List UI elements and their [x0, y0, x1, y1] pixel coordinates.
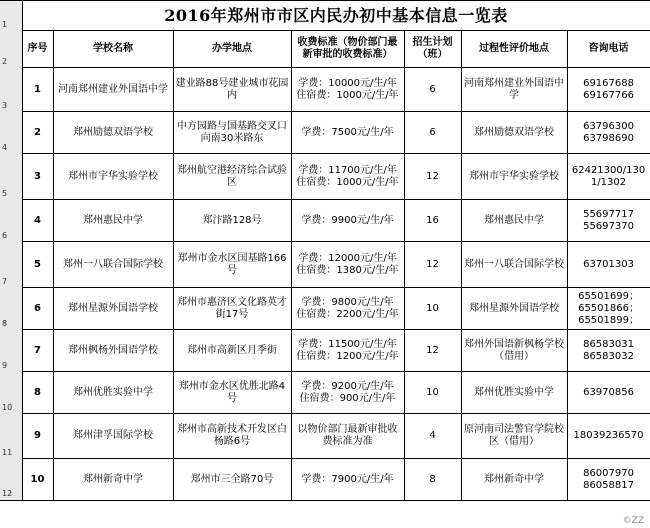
cell-plan[interactable]: 10	[404, 288, 461, 330]
header-seq[interactable]: 序号	[22, 31, 53, 68]
cell-eval-site[interactable]: 郑州惠民中学	[461, 200, 567, 242]
cell-phone[interactable]: 55697717 55697370	[567, 200, 650, 242]
cell-address[interactable]: 郑州市高新技术开发区白杨路6号	[173, 414, 291, 459]
row-number[interactable]: 9	[0, 330, 22, 372]
table-row	[0, 200, 650, 242]
watermark: ©ZZ	[622, 516, 644, 526]
cell-fee[interactable]: 学费：7500元/生/年	[291, 112, 404, 154]
row-number[interactable]: 12	[0, 459, 22, 501]
cell-address[interactable]: 建业路88号建业城市花园内	[173, 68, 291, 112]
table-row	[0, 242, 650, 288]
cell-plan[interactable]: 8	[404, 459, 461, 501]
cell-eval-site[interactable]: 郑州外国语新枫杨学校（借用）	[461, 330, 567, 372]
cell-school[interactable]: 郑州星源外国语学校	[53, 288, 173, 330]
cell-eval-site[interactable]: 郑州一八联合国际学校	[461, 242, 567, 288]
cell-address[interactable]: 郑州市高新区月季街	[173, 330, 291, 372]
cell-fee[interactable]: 学费：9800元/生/年 住宿费：2200元/生/年	[291, 288, 404, 330]
table-row	[0, 68, 650, 112]
cell-plan[interactable]: 10	[404, 372, 461, 414]
cell-seq[interactable]: 7	[22, 330, 53, 372]
cell-fee[interactable]: 学费：11700元/生/年 住宿费：1000元/生/年	[291, 154, 404, 200]
cell-phone[interactable]: 63796300 63798690	[567, 112, 650, 154]
cell-seq[interactable]: 5	[22, 242, 53, 288]
header-plan[interactable]: 招生计划（班）	[404, 31, 461, 68]
cell-school[interactable]: 郑州一八联合国际学校	[53, 242, 173, 288]
cell-phone[interactable]: 63701303	[567, 242, 650, 288]
table-row	[0, 330, 650, 372]
header-address[interactable]: 办学地点	[173, 31, 291, 68]
row-number[interactable]: 4	[0, 112, 22, 154]
cell-address[interactable]: 郑州市金水区优胜北路4号	[173, 372, 291, 414]
cell-fee[interactable]: 学费：10000元/生/年 住宿费：1000元/生/年	[291, 68, 404, 112]
table-row	[0, 112, 650, 154]
cell-fee[interactable]: 学费：9200元/生/年 住宿费：900元/生/年	[291, 372, 404, 414]
cell-fee[interactable]: 学费：11500元/生/年 住宿费：1200元/生/年	[291, 330, 404, 372]
cell-eval-site[interactable]: 郑州新奇中学	[461, 459, 567, 501]
cell-address[interactable]: 中方园路与国基路交叉口向南30米路东	[173, 112, 291, 154]
cell-seq[interactable]: 3	[22, 154, 53, 200]
row-number[interactable]: 1	[0, 1, 22, 31]
cell-seq[interactable]: 8	[22, 372, 53, 414]
row-number[interactable]: 3	[0, 68, 22, 112]
cell-phone[interactable]: 86007970 86058817	[567, 459, 650, 501]
cell-phone[interactable]: 62421300/1301/1302	[567, 154, 650, 200]
cell-seq[interactable]: 4	[22, 200, 53, 242]
table-row	[0, 372, 650, 414]
cell-plan[interactable]: 12	[404, 330, 461, 372]
cell-eval-site[interactable]: 郑州励德双语学校	[461, 112, 567, 154]
cell-school[interactable]: 郑州津孚国际学校	[53, 414, 173, 459]
row-number[interactable]: 8	[0, 288, 22, 330]
cell-seq[interactable]: 6	[22, 288, 53, 330]
cell-seq[interactable]: 9	[22, 414, 53, 459]
table-title[interactable]: 2016年郑州市市区内民办初中基本信息一览表	[22, 1, 650, 31]
cell-fee[interactable]: 学费：7900元/生/年	[291, 459, 404, 501]
cell-eval-site[interactable]: 郑州市宇华实验学校	[461, 154, 567, 200]
cell-seq[interactable]: 2	[22, 112, 53, 154]
cell-school[interactable]: 郑州枫杨外国语学校	[53, 330, 173, 372]
header-school[interactable]: 学校名称	[53, 31, 173, 68]
cell-phone[interactable]: 86583031 86583032	[567, 330, 650, 372]
header-fee[interactable]: 收费标准（物价部门最新审批的收费标准）	[291, 31, 404, 68]
cell-plan[interactable]: 12	[404, 154, 461, 200]
cell-eval-site[interactable]: 郑州优胜实验中学	[461, 372, 567, 414]
cell-school[interactable]: 郑州优胜实验中学	[53, 372, 173, 414]
row-number[interactable]: 2	[0, 31, 22, 68]
row-number[interactable]: 6	[0, 200, 22, 242]
cell-fee[interactable]: 学费：12000元/生/年 住宿费：1380元/生/年	[291, 242, 404, 288]
cell-plan[interactable]: 12	[404, 242, 461, 288]
cell-phone[interactable]: 69167688 69167766	[567, 68, 650, 112]
cell-phone[interactable]: 65501699； 65501866； 65501899；	[567, 288, 650, 330]
table-row	[0, 288, 650, 330]
cell-school[interactable]: 郑州新奇中学	[53, 459, 173, 501]
cell-plan[interactable]: 6	[404, 68, 461, 112]
cell-address[interactable]: 郑州市惠济区文化路英才街17号	[173, 288, 291, 330]
cell-school[interactable]: 郑州市宇华实验学校	[53, 154, 173, 200]
cell-plan[interactable]: 6	[404, 112, 461, 154]
cell-fee[interactable]: 以物价部门最新审批收费标准为准	[291, 414, 404, 459]
cell-school[interactable]: 郑州励德双语学校	[53, 112, 173, 154]
cell-seq[interactable]: 1	[22, 68, 53, 112]
cell-seq[interactable]: 10	[22, 459, 53, 501]
table-row	[0, 459, 650, 501]
cell-school[interactable]: 郑州惠民中学	[53, 200, 173, 242]
cell-eval-site[interactable]: 郑州星源外国语学校	[461, 288, 567, 330]
cell-address[interactable]: 郑州市金水区国基路166号	[173, 242, 291, 288]
header-phone[interactable]: 咨询电话	[567, 31, 650, 68]
table-row	[0, 414, 650, 459]
cell-eval-site[interactable]: 河南郑州建业外国语中学	[461, 68, 567, 112]
cell-address[interactable]: 郑汴路128号	[173, 200, 291, 242]
cell-plan[interactable]: 4	[404, 414, 461, 459]
row-number[interactable]: 7	[0, 242, 22, 288]
row-number[interactable]: 11	[0, 414, 22, 459]
cell-plan[interactable]: 16	[404, 200, 461, 242]
row-number[interactable]: 5	[0, 154, 22, 200]
cell-address[interactable]: 郑州航空港经济综合试验区	[173, 154, 291, 200]
table-row	[0, 154, 650, 200]
cell-phone[interactable]: 63970856	[567, 372, 650, 414]
cell-fee[interactable]: 学费：9900元/生/年	[291, 200, 404, 242]
cell-school[interactable]: 河南郑州建业外国语中学	[53, 68, 173, 112]
cell-address[interactable]: 郑州市三全路70号	[173, 459, 291, 501]
row-number[interactable]: 10	[0, 372, 22, 414]
cell-phone[interactable]: 18039236570	[567, 414, 650, 459]
cell-eval-site[interactable]: 原河南司法警官学院校区（借用）	[461, 414, 567, 459]
header-eval-site[interactable]: 过程性评价地点	[461, 31, 567, 68]
